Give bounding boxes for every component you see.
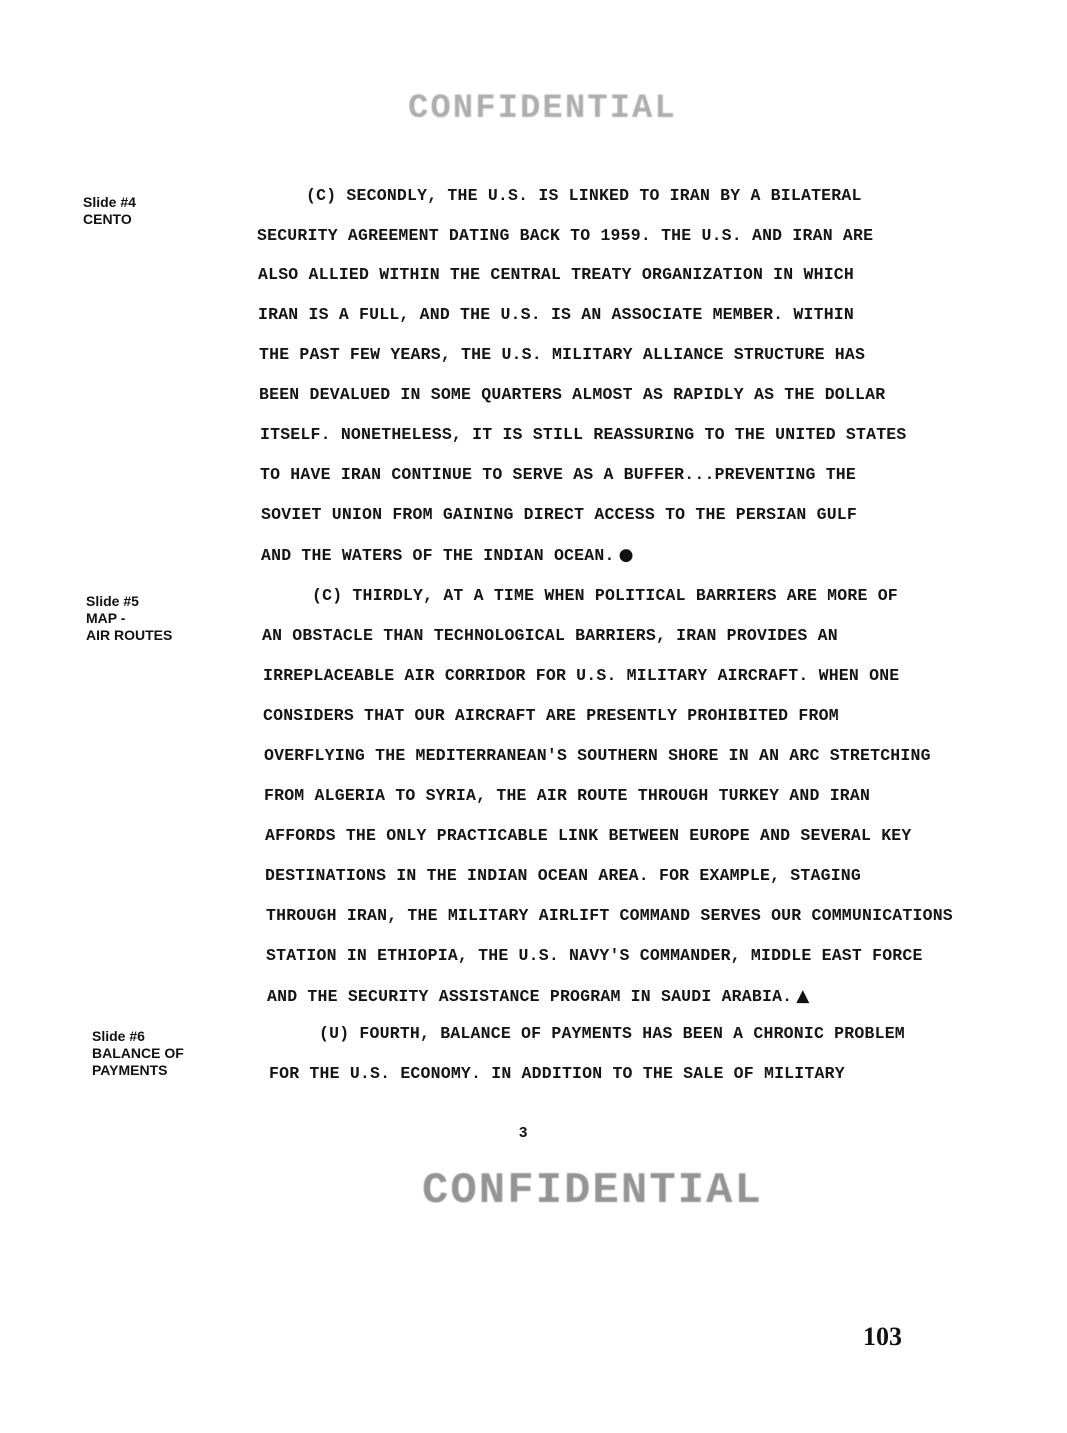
text-line: OVERFLYING THE MEDITERRANEAN'S SOUTHERN SHORE IN AN ARC STRETCHING [264, 746, 931, 765]
margin-note-line: MAP - [86, 610, 126, 626]
text-line: CONSIDERS THAT OUR AIRCRAFT ARE PRESENTLY PROHIBITED FROM [263, 706, 839, 725]
text-line: DESTINATIONS IN THE INDIAN OCEAN AREA. FOR EXAMPLE, STAGING [265, 866, 861, 885]
page-number: 3 [519, 1124, 528, 1141]
text-line: FROM ALGERIA TO SYRIA, THE AIR ROUTE THROUGH TURKEY AND IRAN [264, 786, 871, 805]
margin-note-slide-4 [83, 194, 136, 228]
text-line: FOR THE U.S. ECONOMY. IN ADDITION TO THE SALE OF MILITARY [269, 1064, 845, 1083]
margin-note-line: Slide #6 [92, 1028, 145, 1044]
text-line: AND THE WATERS OF THE INDIAN OCEAN. [261, 546, 615, 565]
text-line: SOVIET UNION FROM GAINING DIRECT ACCESS TO THE PERSIAN GULF [261, 505, 857, 524]
text-line: ITSELF. NONETHELESS, IT IS STILL REASSURING TO THE UNITED STATES [260, 425, 907, 444]
text-line: BEEN DEVALUED IN SOME QUARTERS ALMOST AS RAPIDLY AS THE DOLLAR [259, 385, 886, 404]
slide-change-marker-icon: ▲ [796, 986, 810, 1006]
text-line: (U) FOURTH, BALANCE OF PAYMENTS HAS BEEN A CHRONIC PROBLEM [319, 1024, 905, 1043]
text-line: (C) SECONDLY, THE U.S. IS LINKED TO IRAN BY A BILATERAL [306, 186, 862, 205]
text-line: THE PAST FEW YEARS, THE U.S. MILITARY ALLIANCE STRUCTURE HAS [259, 345, 866, 364]
margin-note-line: PAYMENTS [92, 1062, 168, 1078]
text-line: THROUGH IRAN, THE MILITARY AIRLIFT COMMAND SERVES OUR COMMUNICATIONS [266, 906, 953, 925]
margin-note-line: AIR ROUTES [86, 627, 173, 643]
text-line: SECURITY AGREEMENT DATING BACK TO 1959. THE U.S. AND IRAN ARE [257, 226, 874, 245]
folio-number: 103 [863, 1322, 902, 1351]
classification-stamp-top: CONFIDENTIAL [408, 90, 677, 128]
text-line: AFFORDS THE ONLY PRACTICABLE LINK BETWEEN EUROPE AND SEVERAL KEY [265, 826, 912, 845]
margin-note-slide-5 [86, 593, 172, 644]
margin-note-line: BALANCE OF [92, 1045, 184, 1061]
text-line: TO HAVE IRAN CONTINUE TO SERVE AS A BUFFER...PREVENTING THE [260, 465, 856, 484]
text-line: IRAN IS A FULL, AND THE U.S. IS AN ASSOCIATE MEMBER. WITHIN [258, 305, 854, 324]
text-line: ALSO ALLIED WITHIN THE CENTRAL TREATY ORGANIZATION IN WHICH [258, 265, 854, 284]
text-line: (C) THIRDLY, AT A TIME WHEN POLITICAL BARRIERS ARE MORE OF [312, 586, 898, 605]
text-line: STATION IN ETHIOPIA, THE U.S. NAVY'S COMMANDER, MIDDLE EAST FORCE [266, 946, 923, 965]
text-line-with-marker [261, 545, 634, 566]
classification-stamp-bottom: CONFIDENTIAL [422, 1166, 763, 1216]
text-line: AN OBSTACLE THAN TECHNOLOGICAL BARRIERS, IRAN PROVIDES AN [262, 626, 838, 645]
margin-note-line: Slide #5 [86, 593, 139, 609]
text-line-with-marker [267, 986, 810, 1007]
margin-note-line: Slide #4 [83, 194, 136, 210]
margin-note-slide-6 [92, 1028, 184, 1079]
text-line: IRREPLACEABLE AIR CORRIDOR FOR U.S. MILITARY AIRCRAFT. WHEN ONE [263, 666, 900, 685]
slide-change-marker-icon: ● [618, 545, 634, 565]
text-line: AND THE SECURITY ASSISTANCE PROGRAM IN SAUDI ARABIA. [267, 987, 793, 1006]
margin-note-line: CENTO [83, 211, 132, 227]
